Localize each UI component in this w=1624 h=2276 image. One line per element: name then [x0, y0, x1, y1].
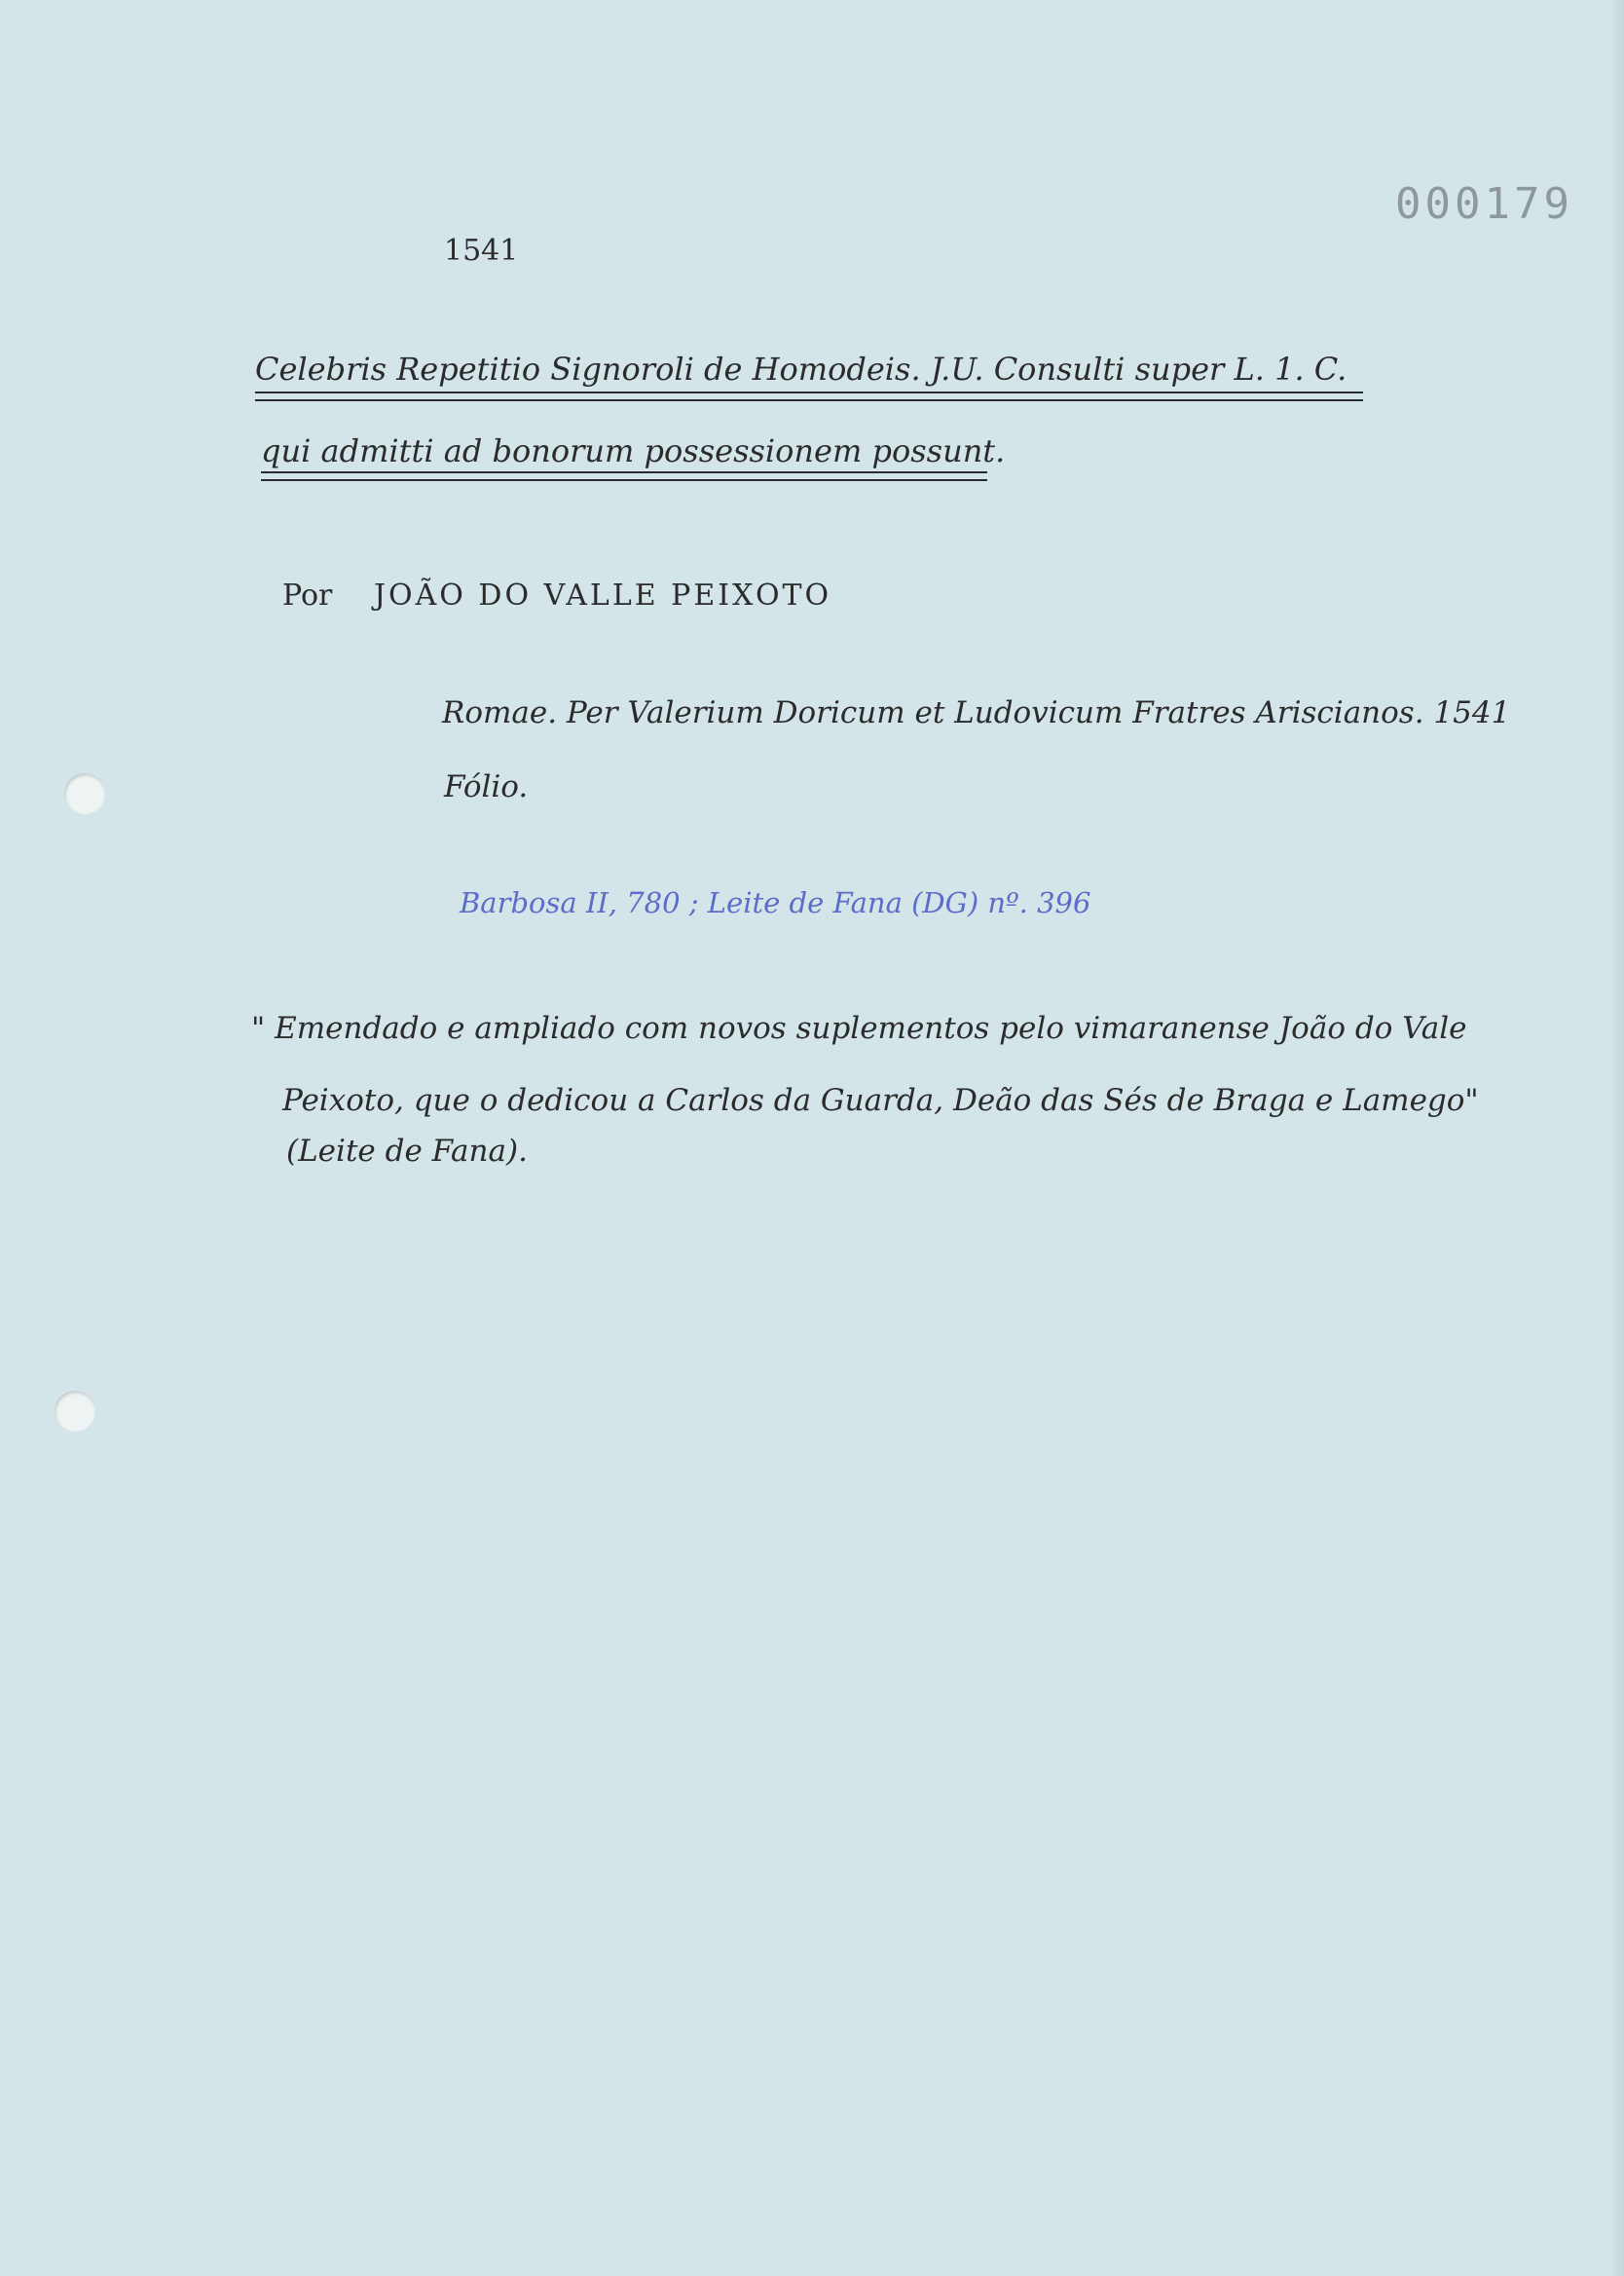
quote-line-1: " Emendado e ampliado com novos suplementos pelo vimaranense João do Vale	[251, 1011, 1467, 1046]
author-prefix: Por	[282, 578, 333, 613]
title-line-2: qui admitti ad bonorum possessionem possunt.	[261, 432, 1006, 469]
format-line: Fólio.	[444, 769, 529, 804]
author-name: JOÃO DO VALLE PEIXOTO	[374, 578, 832, 613]
punch-hole	[64, 773, 105, 814]
title-underline	[261, 479, 987, 481]
title-underline	[255, 392, 1363, 393]
title-underline	[255, 399, 1363, 401]
imprint-line: Romae. Per Valerium Doricum et Ludovicum Fratres Ariscianos. 1541	[442, 695, 1511, 730]
quote-line-2: Peixoto, que o dedicou a Carlos da Guarda, Deão das Sés de Braga e Lamego"	[282, 1083, 1479, 1118]
title-line-1: Celebris Repetitio Signoroli de Homodeis. J.U. Consulti super L. 1. C.	[255, 351, 1347, 388]
title-underline	[261, 471, 987, 473]
archive-stamp-number: 000179	[1395, 179, 1573, 229]
year-heading: 1541	[444, 234, 519, 268]
bibliographic-references: Barbosa II, 780 ; Leite de Fana (DG) nº. 396	[460, 886, 1091, 919]
quote-line-3: (Leite de Fana).	[286, 1134, 528, 1169]
punch-hole	[55, 1391, 95, 1432]
